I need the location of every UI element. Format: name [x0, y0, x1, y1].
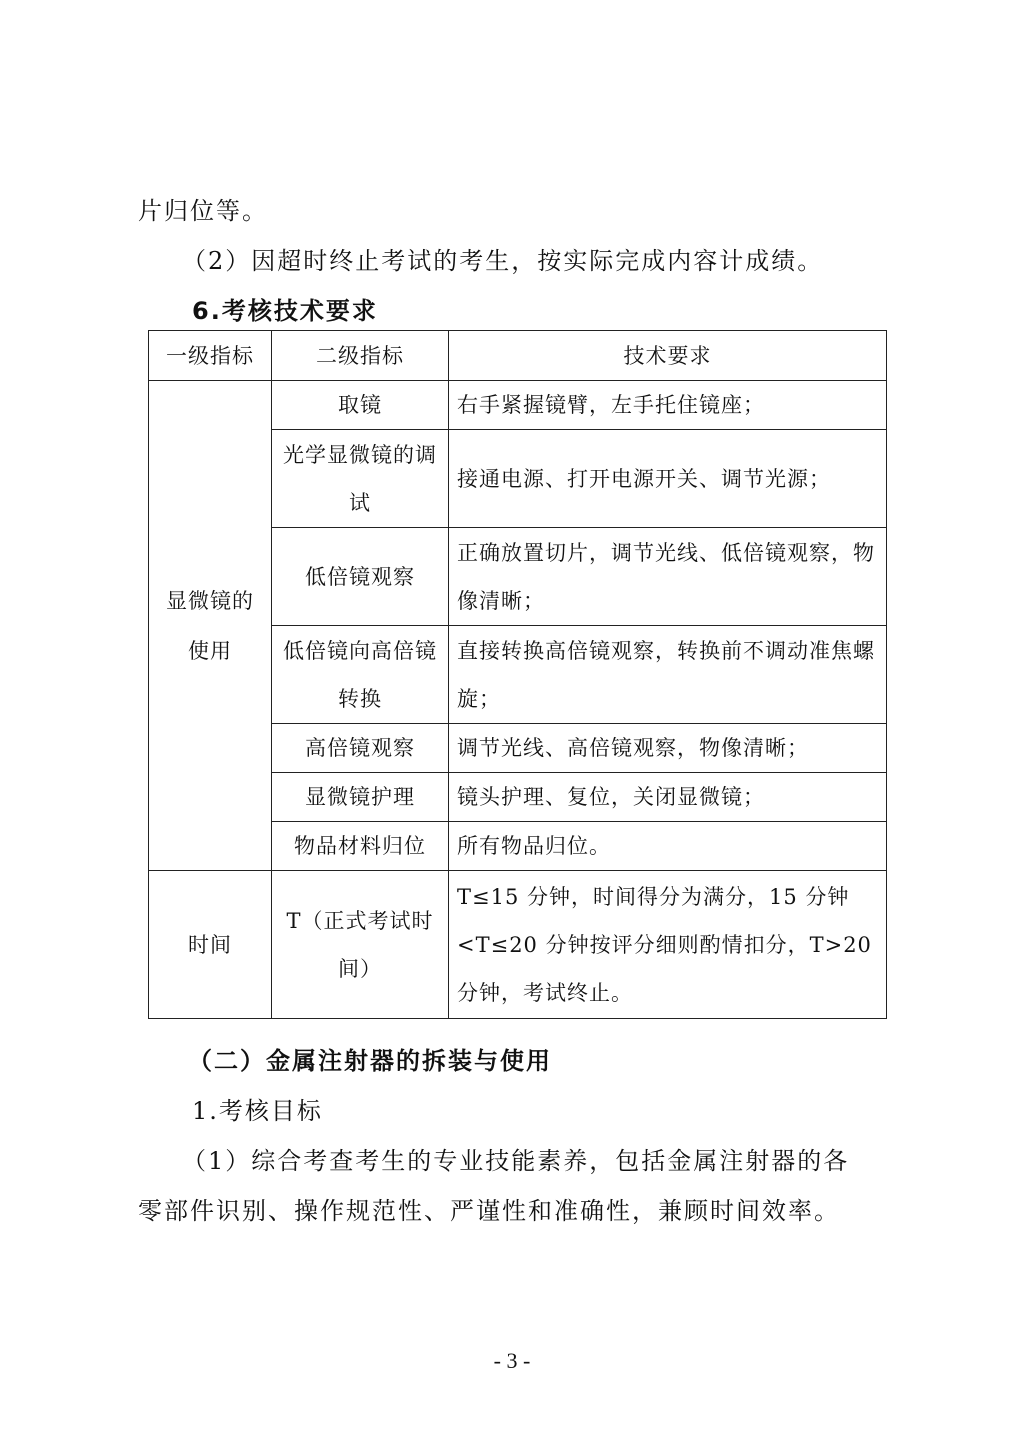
level2-cell: 低倍镜向高倍镜转换: [272, 626, 449, 724]
level2-cell: 物品材料归位: [272, 822, 449, 871]
requirement-cell: 右手紧握镜臂，左手托住镜座；: [449, 381, 887, 430]
level2-cell: 取镜: [272, 381, 449, 430]
requirement-cell: 直接转换高倍镜观察，转换前不调动准焦螺旋；: [449, 626, 887, 724]
table-header-row: [149, 331, 887, 381]
requirement-cell: 正确放置切片，调节光线、低倍镜观察，物像清晰；: [449, 528, 887, 626]
paragraph-goal-line1: （1）综合考查考生的专业技能素养，包括金属注射器的各: [182, 1147, 850, 1175]
page-number: - 3 -: [493, 1348, 531, 1373]
heading-technical-requirements: 6.考核技术要求: [192, 297, 378, 325]
level1-microscope-use: 显微镜的使用: [149, 381, 272, 871]
paragraph-goal-line2: 零部件识别、操作规范性、严谨性和准确性，兼顾时间效率。: [138, 1197, 840, 1225]
header-requirement: 技术要求: [449, 331, 887, 381]
header-level2: 二级指标: [272, 331, 449, 381]
paragraph-timeout-rule: （2）因超时终止考试的考生，按实际完成内容计成绩。: [182, 247, 824, 275]
paragraph-continuation: 片归位等。: [138, 197, 268, 225]
subheading-assessment-goal: 1.考核目标: [192, 1097, 323, 1125]
table-row: [149, 381, 887, 430]
level1-time: 时间: [149, 871, 272, 1019]
section-heading-syringe: （二）金属注射器的拆装与使用: [188, 1047, 552, 1075]
requirement-cell: 接通电源、打开电源开关、调节光源；: [449, 430, 887, 528]
requirement-cell: 镜头护理、复位，关闭显微镜；: [449, 773, 887, 822]
level2-cell: 显微镜护理: [272, 773, 449, 822]
level2-cell: 光学显微镜的调试: [272, 430, 449, 528]
level2-cell: T（正式考试时间）: [272, 871, 449, 1019]
level2-cell: 高倍镜观察: [272, 724, 449, 773]
level2-cell: 低倍镜观察: [272, 528, 449, 626]
requirement-cell: 调节光线、高倍镜观察，物像清晰；: [449, 724, 887, 773]
requirement-cell: 所有物品归位。: [449, 822, 887, 871]
table-row: [149, 871, 887, 1019]
technical-requirements-table: [148, 330, 887, 1019]
header-level1: 一级指标: [149, 331, 272, 381]
requirement-cell: T≤15 分钟，时间得分为满分，15 分钟<T≤20 分钟按评分细则酌情扣分，T>20 分钟，考试终止。: [449, 871, 887, 1019]
